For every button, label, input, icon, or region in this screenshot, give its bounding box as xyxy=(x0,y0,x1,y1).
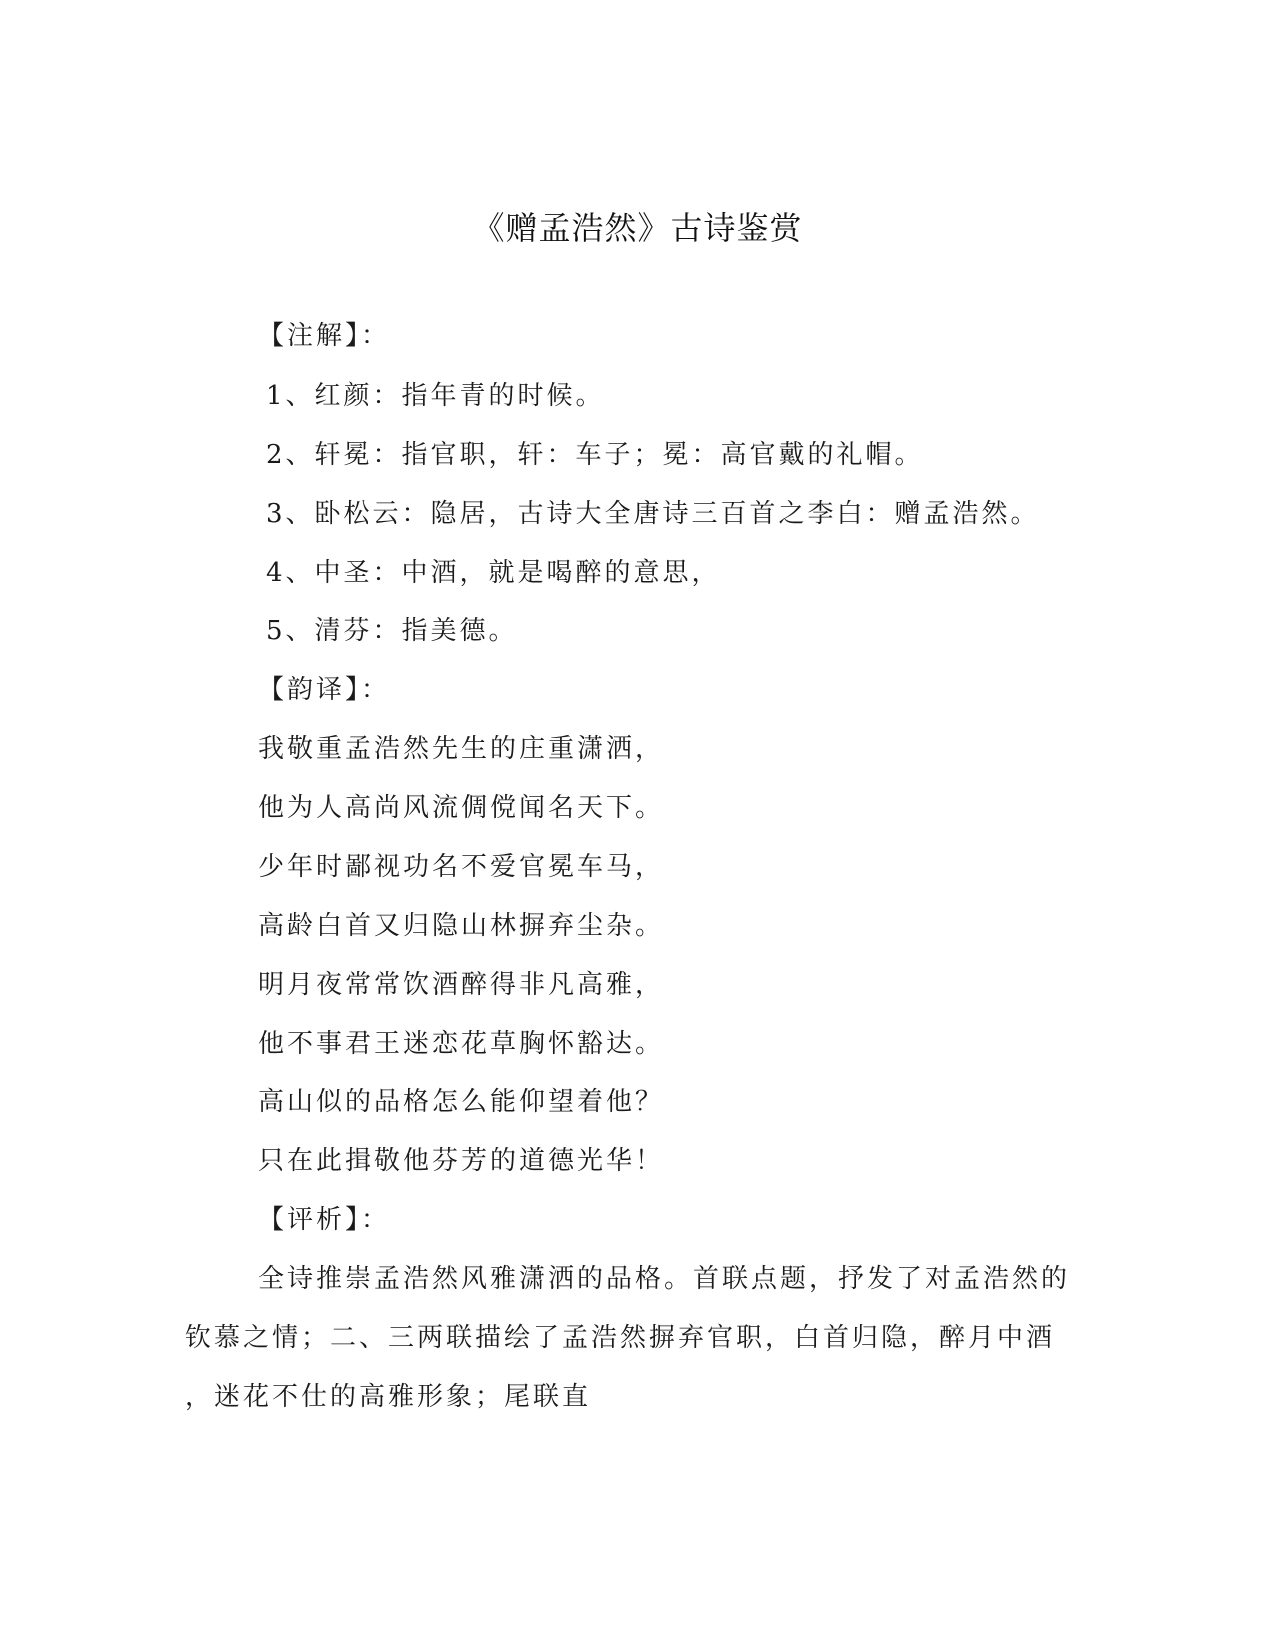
note-item: 5、清芬：指美德。 xyxy=(266,616,518,646)
translation-line: 少年时鄙视功名不爱官冕车马， xyxy=(258,852,665,882)
note-item: 4、中圣：中酒，就是喝醉的意思， xyxy=(266,558,721,588)
notes-heading: 【注解】： xyxy=(258,321,391,351)
translation-line: 只在此揖敬他芬芳的道德光华！ xyxy=(258,1146,665,1176)
note-item: 3、卧松云：隐居，古诗大全唐诗三百首之李白：赠孟浩然。 xyxy=(266,499,1040,529)
analysis-heading: 【评析】： xyxy=(258,1205,391,1235)
translation-line: 我敬重孟浩然先生的庄重潇洒， xyxy=(258,734,665,764)
analysis-line: ，迷花不仕的高雅形象；尾联直 xyxy=(185,1382,592,1412)
translation-heading: 【韵译】： xyxy=(258,675,391,705)
translation-line: 高龄白首又归隐山林摒弃尘杂。 xyxy=(258,911,665,941)
translation-line: 他为人高尚风流倜傥闻名天下。 xyxy=(258,793,665,823)
note-item: 1、红颜：指年青的时候。 xyxy=(266,381,605,411)
analysis-line: 全诗推崇孟浩然风雅潇洒的品格。首联点题，抒发了对孟浩然的 xyxy=(258,1264,1071,1294)
translation-line: 他不事君王迷恋花草胸怀豁达。 xyxy=(258,1029,665,1059)
translation-line: 高山似的品格怎么能仰望着他？ xyxy=(258,1087,665,1117)
translation-line: 明月夜常常饮酒醉得非凡高雅， xyxy=(258,970,665,1000)
analysis-line: 钦慕之情；二、三两联描绘了孟浩然摒弃官职，白首归隐，醉月中酒 xyxy=(185,1323,1056,1353)
note-item: 2、轩冕：指官职，轩：车子；冕：高官戴的礼帽。 xyxy=(266,440,924,470)
page-title: 《赠孟浩然》古诗鉴赏 xyxy=(472,209,803,247)
